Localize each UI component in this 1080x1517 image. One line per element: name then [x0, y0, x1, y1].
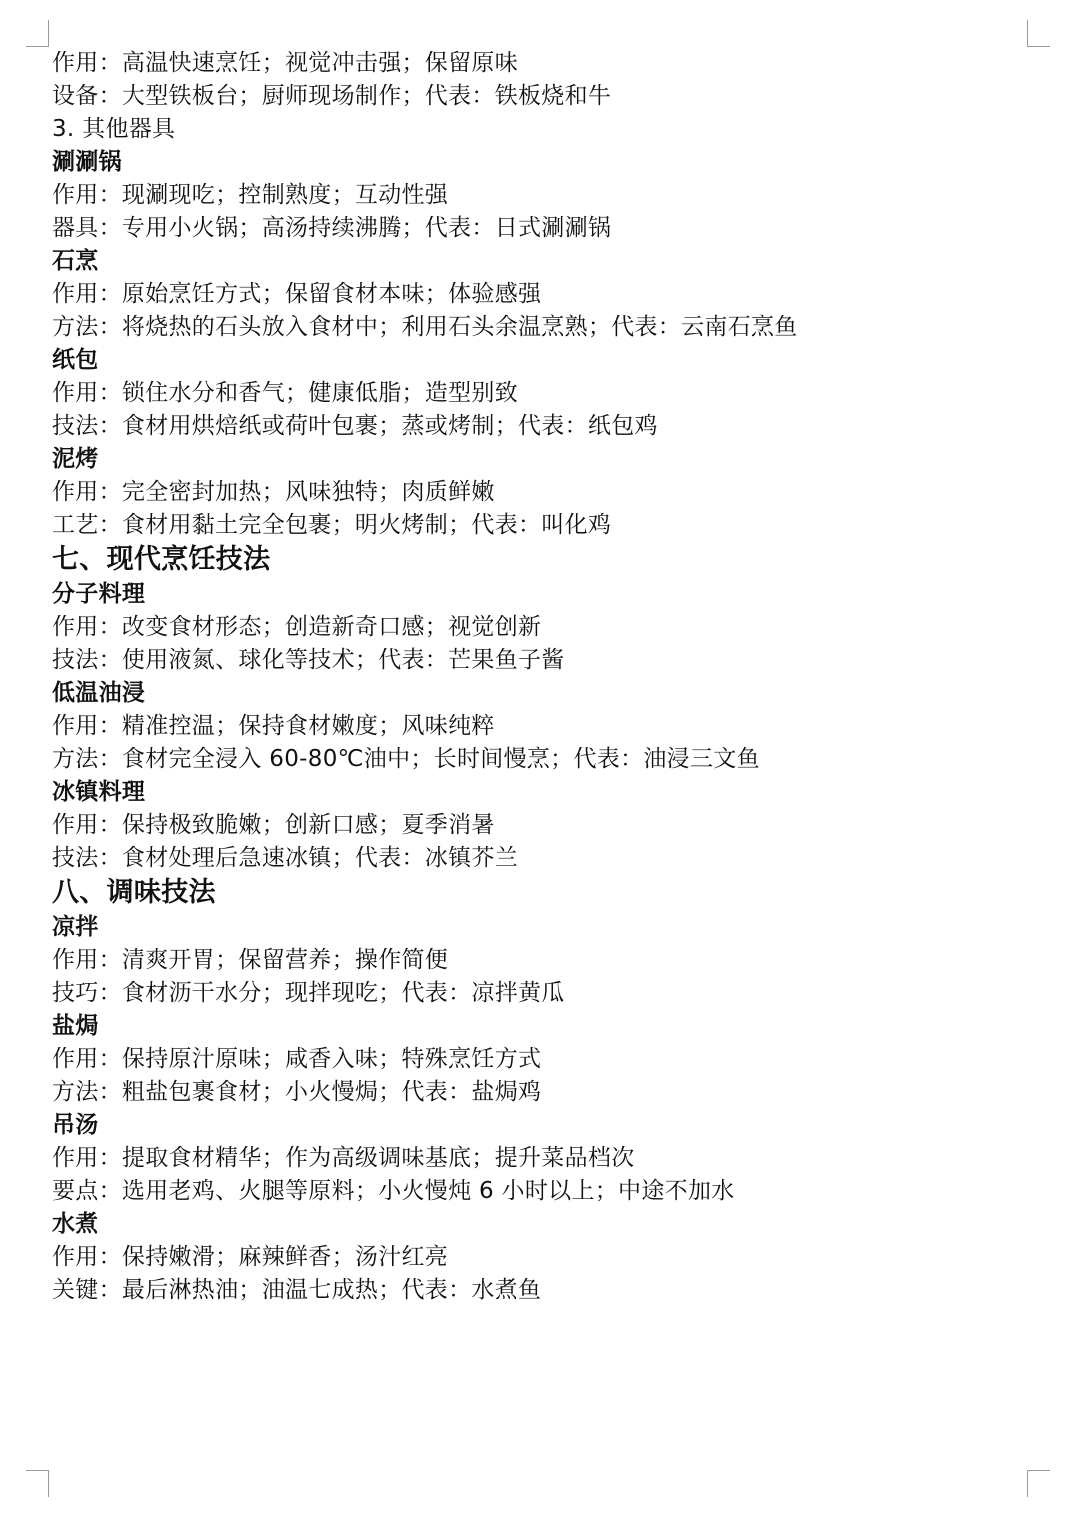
- subsection-heading: 泥烤: [52, 446, 99, 472]
- document-body: [52, 47, 1042, 1307]
- body-line: 作用：高温快速烹饪；视觉冲击强；保留原味: [52, 50, 518, 76]
- body-line: 作用：保持嫩滑；麻辣鲜香；汤汁红亮: [52, 1244, 449, 1270]
- subsection-heading: 石烹: [52, 248, 99, 274]
- subsection-heading: 水煮: [52, 1211, 99, 1237]
- body-line: 作用：原始烹饪方式；保留食材本味；体验感强: [52, 281, 542, 307]
- body-line: 技法：食材用烘焙纸或荷叶包裹；蒸或烤制；代表：纸包鸡: [52, 413, 658, 439]
- body-line: 关键：最后淋热油；油温七成热；代表：水煮鱼: [52, 1277, 542, 1303]
- body-line: 设备：大型铁板台；厨师现场制作；代表：铁板烧和牛: [52, 83, 612, 109]
- subsection-heading: 纸包: [52, 347, 99, 373]
- body-line: 作用：现涮现吃；控制熟度；互动性强: [52, 182, 449, 208]
- body-line: 作用：提取食材精华；作为高级调味基底；提升菜品档次: [52, 1145, 635, 1171]
- subsection-heading: 盐焗: [52, 1013, 99, 1039]
- subsection-heading: 吊汤: [52, 1112, 99, 1138]
- section-heading: 八、调味技法: [52, 877, 216, 908]
- body-line: 作用：保持极致脆嫩；创新口感；夏季消暑: [52, 812, 495, 838]
- body-line: 技法：食材处理后急速冰镇；代表：冰镇芥兰: [52, 845, 518, 871]
- body-line: 作用：精准控温；保持食材嫩度；风味纯粹: [52, 713, 495, 739]
- body-line: 技巧：食材沥干水分；现拌现吃；代表：凉拌黄瓜: [52, 980, 565, 1006]
- body-line: 要点：选用老鸡、火腿等原料；小火慢炖 6 小时以上；中途不加水: [52, 1178, 735, 1204]
- subsection-heading: 涮涮锅: [52, 149, 122, 175]
- subsection-heading: 分子料理: [52, 581, 146, 607]
- body-line: 方法：粗盐包裹食材；小火慢焗；代表：盐焗鸡: [52, 1079, 542, 1105]
- body-line: 技法：使用液氮、球化等技术；代表：芒果鱼子酱: [52, 647, 565, 673]
- body-line: 3. 其他器具: [52, 116, 176, 142]
- crop-mark-bottom-left: [26, 1470, 49, 1497]
- section-heading: 七、现代烹饪技法: [52, 544, 271, 575]
- subsection-heading: 低温油浸: [52, 680, 146, 706]
- body-line: 作用：清爽开胃；保留营养；操作简便: [52, 947, 449, 973]
- crop-mark-bottom-right: [1027, 1470, 1050, 1497]
- body-line: 器具：专用小火锅；高汤持续沸腾；代表：日式涮涮锅: [52, 215, 612, 241]
- body-line: 工艺：食材用黏土完全包裹；明火烤制；代表：叫化鸡: [52, 512, 612, 538]
- body-line: 方法：食材完全浸入 60-80℃油中；长时间慢烹；代表：油浸三文鱼: [52, 746, 760, 772]
- crop-mark-top-left: [26, 20, 49, 47]
- body-line: 作用：保持原汁原味；咸香入味；特殊烹饪方式: [52, 1046, 542, 1072]
- body-line: 作用：改变食材形态；创造新奇口感；视觉创新: [52, 614, 542, 640]
- body-line: 作用：完全密封加热；风味独特；肉质鲜嫩: [52, 479, 495, 505]
- subsection-heading: 冰镇料理: [52, 779, 146, 805]
- subsection-heading: 凉拌: [52, 914, 99, 940]
- crop-mark-top-right: [1027, 20, 1050, 47]
- body-line: 作用：锁住水分和香气；健康低脂；造型别致: [52, 380, 518, 406]
- body-line: 方法：将烧热的石头放入食材中；利用石头余温烹熟；代表：云南石烹鱼: [52, 314, 798, 340]
